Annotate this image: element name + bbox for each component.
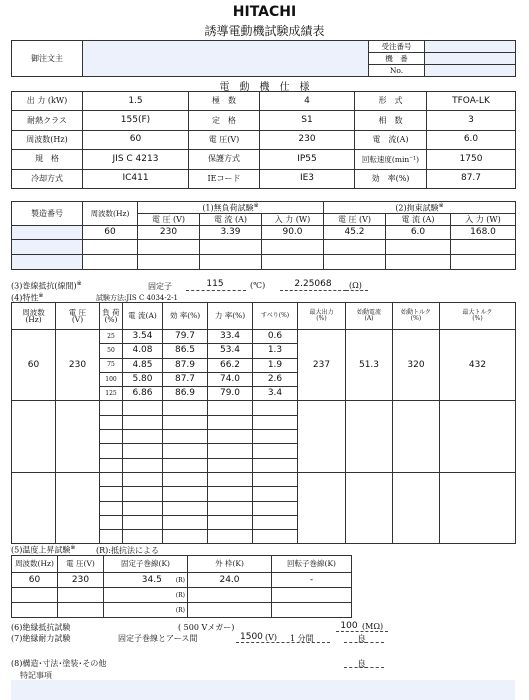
spec-row	[12, 169, 516, 188]
spec-label: 出 力 (kW)	[12, 92, 83, 111]
serial-value	[12, 226, 83, 240]
char-load: 25	[100, 330, 123, 344]
char-load-header: 負 荷 (%)	[100, 303, 123, 330]
char-current: 5.80	[123, 372, 163, 386]
spec-table	[11, 91, 516, 189]
char-current: 6.86	[123, 387, 163, 401]
char-load: 50	[100, 344, 123, 358]
char-voltage-value: 230	[56, 330, 100, 401]
spec-label: 電 流(A)	[355, 130, 427, 149]
withstand-label: (7)絶縁耐力試験	[11, 634, 71, 643]
tr-rotor-value: -	[272, 573, 352, 588]
char-start-current-header: 始動電流 (A)	[346, 303, 393, 330]
insulation-value: 100	[340, 621, 358, 631]
char-max-output-header: 最大出力 (%)	[298, 303, 346, 330]
char-start-torque-header: 始動トルク (%)	[393, 303, 440, 330]
withstand-result: 良	[357, 635, 367, 645]
remarks-label: 特記事項	[20, 671, 52, 680]
char-efficiency: 87.7	[163, 372, 208, 386]
char-power-factor: 74.0	[208, 372, 253, 386]
withstand-voltage: 1500	[240, 632, 263, 642]
char-power-factor: 66.2	[208, 358, 253, 372]
construction-result: 良	[357, 660, 367, 670]
char-load: 100	[100, 372, 123, 386]
spec-value: 4	[260, 92, 355, 111]
no-load-locked-table	[11, 201, 516, 270]
spec-value: 1750	[427, 150, 516, 169]
locked-title: (2)拘束試験※	[324, 202, 516, 214]
char-start-current: 51.3	[346, 330, 393, 401]
characteristics-label: (4)特性※	[11, 292, 44, 303]
stator-label: 固定子	[148, 282, 172, 291]
spec-label: 周波数(Hz)	[12, 130, 83, 149]
spec-value: 6.0	[427, 130, 516, 149]
resistance-unit: (Ω)	[349, 281, 362, 290]
spec-value: 155(F)	[83, 111, 189, 130]
char-efficiency-header: 効 率(%)	[163, 303, 208, 330]
char-slip: 0.6	[253, 330, 298, 344]
no-load-input-header: 入 力 (W)	[262, 214, 324, 226]
resistance-label: (3)巻線抵抗(線間)※	[11, 280, 82, 291]
order-table	[11, 40, 516, 77]
locked-voltage: 45.2	[324, 226, 386, 240]
char-power-factor: 79.0	[208, 387, 253, 401]
spec-value: 3	[427, 111, 516, 130]
withstand-target: 固定子巻線とアース間	[118, 634, 198, 643]
hitachi-logo: HITACHI	[232, 4, 297, 20]
char-slip: 1.9	[253, 358, 298, 372]
serial-header: 製造番号	[12, 202, 83, 226]
tr-stator-header: 固定子巻線(K)	[104, 556, 188, 573]
remarks-value	[11, 680, 515, 700]
withstand-duration: 1 分間	[290, 634, 314, 643]
resistance-temp-unit: (℃)	[250, 281, 266, 290]
spec-label: 回転速度(min⁻¹)	[355, 150, 427, 169]
char-freq-value: 60	[12, 330, 56, 401]
tr-frame-header: 外 枠(K)	[188, 556, 272, 573]
no-value	[425, 65, 516, 77]
spec-value: 60	[83, 130, 189, 149]
tr-r-mark: (R)	[175, 607, 185, 614]
char-efficiency: 87.9	[163, 358, 208, 372]
tr-stator-value: 34.5	[141, 574, 162, 585]
temp-rise-label: (5)温度上昇試験※	[11, 544, 76, 555]
spec-value: IP55	[260, 150, 355, 169]
no-load-voltage-header: 電 圧 (V)	[138, 214, 200, 226]
insulation-label: (6)絶縁抵抗試験	[11, 623, 71, 632]
spec-value: S1	[260, 111, 355, 130]
spec-value: JIS C 4213	[83, 150, 189, 169]
no-load-input: 90.0	[262, 226, 324, 240]
spec-label: 定 格	[189, 111, 260, 130]
char-slip-header: すべり(%)	[253, 303, 298, 330]
char-load: 125	[100, 387, 123, 401]
spec-value: 1.5	[83, 92, 189, 111]
spec-label: 形 式	[355, 92, 427, 111]
construction-label: (8)構造･寸法･塗装･その他	[11, 659, 107, 668]
tr-r-mark: (R)	[175, 576, 185, 584]
spec-label: 極 数	[189, 92, 260, 111]
no-load-title: (1)無負荷試験※	[138, 202, 324, 214]
spec-value: IE3	[260, 169, 355, 188]
spec-row	[12, 130, 516, 149]
tr-voltage-value: 230	[58, 573, 104, 588]
char-current-header: 電 流(A)	[123, 303, 163, 330]
resistance-value: 2.25068	[294, 279, 332, 289]
char-max-output: 237	[298, 330, 346, 401]
tr-voltage-header: 電 圧(V)	[58, 556, 104, 573]
tr-r-mark: (R)	[175, 592, 185, 599]
spec-label: 規 格	[12, 150, 83, 169]
locked-voltage-header: 電 圧 (V)	[324, 214, 386, 226]
char-current: 4.85	[123, 358, 163, 372]
customer-label: 御注文主	[12, 41, 83, 77]
spec-label: IEコード	[189, 169, 260, 188]
temp-rise-note: (R):抵抗法による	[96, 546, 159, 555]
insulation-spec: ( 500 Vメガー)	[178, 623, 235, 632]
spec-value: 87.7	[427, 169, 516, 188]
no-label: No.	[369, 65, 425, 77]
freq-header: 周波数(Hz)	[83, 202, 138, 226]
spec-value: 230	[260, 130, 355, 149]
locked-input-header: 入 力 (W)	[451, 214, 516, 226]
withstand-voltage-unit: (V)	[265, 633, 278, 642]
spec-label: 耐熱クラス	[12, 111, 83, 130]
char-current: 4.08	[123, 344, 163, 358]
locked-current-header: 電 流 (A)	[386, 214, 451, 226]
char-current: 3.54	[123, 330, 163, 344]
machine-no-value	[425, 53, 516, 65]
test-method: 試験方法:JIS C 4034-2-1	[96, 294, 178, 302]
tr-frame-value: 24.0	[188, 573, 272, 588]
spec-label: 冷却方式	[12, 169, 83, 188]
spec-row	[12, 92, 516, 111]
char-slip: 3.4	[253, 387, 298, 401]
locked-input: 168.0	[451, 226, 516, 240]
char-efficiency: 86.9	[163, 387, 208, 401]
serial-empty	[12, 240, 83, 255]
insulation-unit: (MΩ)	[362, 622, 384, 631]
spec-value: IC411	[83, 169, 189, 188]
char-efficiency: 79.7	[163, 330, 208, 344]
receipt-no-label: 受注番号	[369, 41, 425, 53]
spec-section-title: 電 動 機 仕 様	[219, 82, 310, 93]
page-title: 誘導電動機試験成績表	[204, 24, 325, 38]
freq-value: 60	[83, 226, 138, 240]
no-load-current: 3.39	[200, 226, 262, 240]
customer-value	[83, 41, 369, 77]
tr-freq-header: 周波数(Hz)	[12, 556, 58, 573]
char-start-torque: 320	[393, 330, 440, 401]
tr-rotor-header: 回転子巻線(K)	[272, 556, 352, 573]
char-voltage-header: 電 圧 (V)	[56, 303, 100, 330]
resistance-temp: 115	[206, 279, 224, 289]
char-max-torque: 432	[440, 330, 516, 401]
spec-row	[12, 150, 516, 169]
temp-rise-table	[11, 555, 352, 618]
char-efficiency: 86.5	[163, 344, 208, 358]
spec-label: 効 率(%)	[355, 169, 427, 188]
characteristics-table	[11, 302, 516, 544]
char-power-factor: 53.4	[208, 344, 253, 358]
tr-stator-cell	[104, 573, 188, 588]
serial-empty	[12, 255, 83, 270]
char-slip: 2.6	[253, 372, 298, 386]
char-slip: 1.3	[253, 344, 298, 358]
char-max-torque-header: 最大トルク (%)	[440, 303, 516, 330]
char-load: 75	[100, 358, 123, 372]
spec-label: 保護方式	[189, 150, 260, 169]
spec-value: TFOA-LK	[427, 92, 516, 111]
spec-row	[12, 111, 516, 130]
spec-label: 電 圧(V)	[189, 130, 260, 149]
receipt-no-value	[425, 41, 516, 53]
machine-no-label: 機 番	[369, 53, 425, 65]
spec-label: 相 数	[355, 111, 427, 130]
char-power-factor-header: 力 率(%)	[208, 303, 253, 330]
char-row	[12, 330, 516, 344]
no-load-current-header: 電 流 (A)	[200, 214, 262, 226]
no-load-voltage: 230	[138, 226, 200, 240]
tr-freq-value: 60	[12, 573, 58, 588]
char-power-factor: 33.4	[208, 330, 253, 344]
char-freq-header: 周波数 (Hz)	[12, 303, 56, 330]
locked-current: 6.0	[386, 226, 451, 240]
